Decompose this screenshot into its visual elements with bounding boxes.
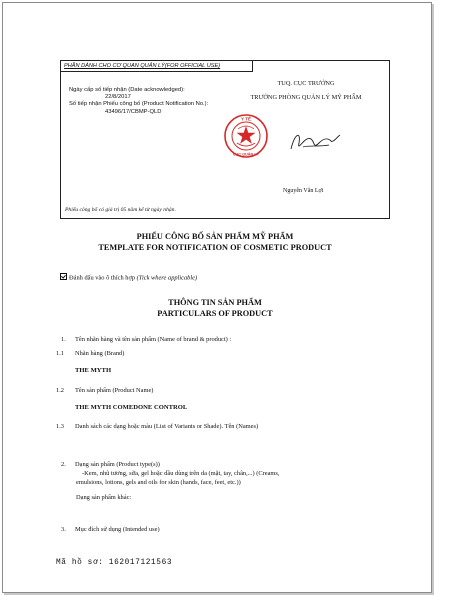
item-2-label: Dạng sản phẩm (Product type(s)) (75, 461, 160, 468)
signature-icon (285, 127, 343, 159)
signer-name: Nguyễn Văn Lợi (283, 188, 324, 194)
check-note (60, 273, 197, 282)
item-1-2-label: Tên sản phẩm (Product Name) (75, 387, 154, 394)
official-seal-icon (223, 113, 269, 159)
item-3-number: 3. (61, 526, 66, 533)
item-1-3-number: 1.3 (56, 423, 64, 430)
document-title-vn: PHIẾU CÔNG BỐ SẢN PHẨM MỸ PHẨM (136, 232, 294, 241)
date-acknowledged-label: Ngày cấp số tiếp nhận (Date acknowledged): (69, 87, 185, 93)
section-title-vn: THÔNG TIN SẢN PHẨM (168, 298, 262, 307)
record-number-label: Mã hồ sơ: (56, 559, 104, 567)
item-1-2-number: 1.2 (56, 387, 64, 394)
validity-note: Phiếu công bố có giá trị 05 năm kể từ ngày nhận. (65, 207, 176, 213)
item-1-label: Tên nhãn hàng và tên sản phẩm (Name of brand & product) : (75, 336, 232, 343)
notification-number-label: Số tiếp nhận Phiếu công bố (Product Notification No.): (69, 101, 209, 107)
record-number (56, 559, 172, 567)
signatory-title-2: TRƯỞNG PHÒNG QUẢN LÝ MỸ PHẨM (250, 94, 362, 101)
item-1-1-number: 1.1 (56, 350, 64, 357)
seal-bottom-text: CỤC QUẢN LÝ (232, 152, 260, 157)
item-1-1-label: Nhãn hàng (Brand) (75, 350, 125, 357)
section-title-en: PARTICULARS OF PRODUCT (157, 309, 273, 318)
item-2-other-type: Dạng sản phẩm khác: (76, 494, 132, 501)
check-note-en: (Tick where applicable) (136, 274, 198, 282)
item-1-3-label: Danh sách các dạng hoặc màu (List of Variants or Shade). Tên (Names) (75, 423, 259, 430)
checkbox-icon (60, 273, 67, 280)
date-acknowledged-value: 22/8/2017 (105, 94, 131, 100)
document-title-en: TEMPLATE FOR NOTIFICATION OF COSMETIC PRODUCT (98, 243, 332, 252)
item-2-detail-line-2: emulsions, lotions, gels and oils for skin (hands, face, feet, etc.)) (76, 479, 241, 486)
brand-value: THE MYTH (75, 367, 112, 374)
item-3-label: Mục đích sử dụng (Intended use) (75, 526, 160, 533)
notification-number-value: 43496/17/CBMP-QLD (105, 109, 162, 115)
seal-top-text: Y TẾ (241, 116, 251, 122)
item-1-number: 1. (61, 336, 66, 343)
item-2-number: 2. (61, 461, 66, 468)
item-2-detail-line-1: -Kem, nhũ tương, sữa, gel hoặc dầu dùng trên da (mặt, tay, chân,...) (Creams, (82, 470, 280, 477)
official-use-header: PHẦN DÀNH CHO CƠ QUAN QUẢN LÝ(FOR OFFICIAL USE) (61, 61, 253, 72)
signatory-title-1: TUQ. CỤC TRƯỞNG (277, 80, 335, 87)
product-name-value: THE MYTH COMEDONE CONTROL (75, 404, 188, 411)
record-number-value: 162017121563 (108, 559, 173, 567)
check-note-vn: Đánh dấu vào ô thích hợp (69, 274, 136, 282)
